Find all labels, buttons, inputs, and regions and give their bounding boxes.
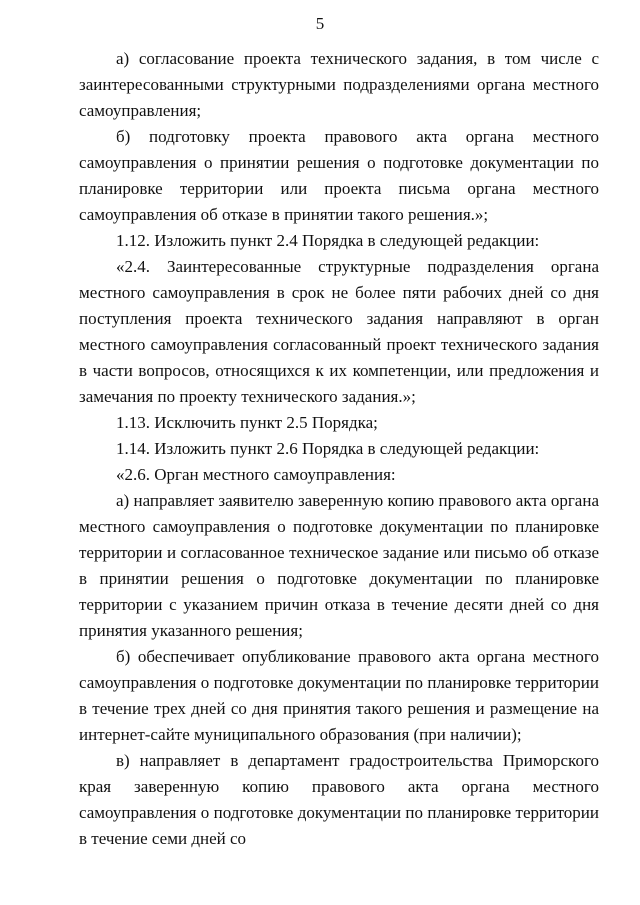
paragraph-1-13: 1.13. Исключить пункт 2.5 Порядка; [116, 413, 378, 432]
paragraph-2-6-item-c: в) направляет в департамент градостроительства Приморского края заверенную копию правового акта органа местного самоуправления о подготовке документации по планировке территории в течение семи дней со [79, 751, 599, 848]
paragraph-item-a-approval: а) согласование проекта технического задания, в том числе с заинтересованными структурными подразделениями органа местного самоуправления; [79, 49, 599, 120]
paragraph-2-6-item-b: б) обеспечивает опубликование правового акта органа местного самоуправления о подготовке документации по планировке территории в течение трех дней со дня принятия такого решения и размещение на интернет-сайте муниципального образования (при наличии); [79, 647, 599, 744]
paragraph-1-12: 1.12. Изложить пункт 2.4 Порядка в следующей редакции: [116, 231, 540, 250]
document-body [79, 46, 599, 852]
page-number: 5 [315, 14, 325, 33]
paragraph-item-b-preparation: б) подготовку проекта правового акта органа местного самоуправления о принятии решения о подготовке документации по планировке территории или проекта письма органа местного самоуправления об отказе в принятии такого решения.»; [79, 127, 599, 224]
paragraph-1-14: 1.14. Изложить пункт 2.6 Порядка в следующей редакции: [116, 439, 540, 458]
paragraph-2-6-item-a: а) направляет заявителю заверенную копию правового акта органа местного самоуправления о подготовке документации по планировке территории и согласованное техническое задание или письмо об отказе в принятии решения о подготовке документации по планировке территории с указанием причин отказа в течение десяти дней со дня принятия указанного решения; [79, 491, 599, 640]
paragraph-2-4-text: «2.4. Заинтересованные структурные подразделения органа местного самоуправления в срок не более пяти рабочих дней со дня поступления проекта технического задания направляют в орган местного самоуправления согласованный проект технического задания в части вопросов, относящихся к их компетенции, или предложения и замечания по проекту технического задания.»; [79, 257, 599, 406]
paragraph-2-6-heading: «2.6. Орган местного самоуправления: [116, 465, 396, 484]
